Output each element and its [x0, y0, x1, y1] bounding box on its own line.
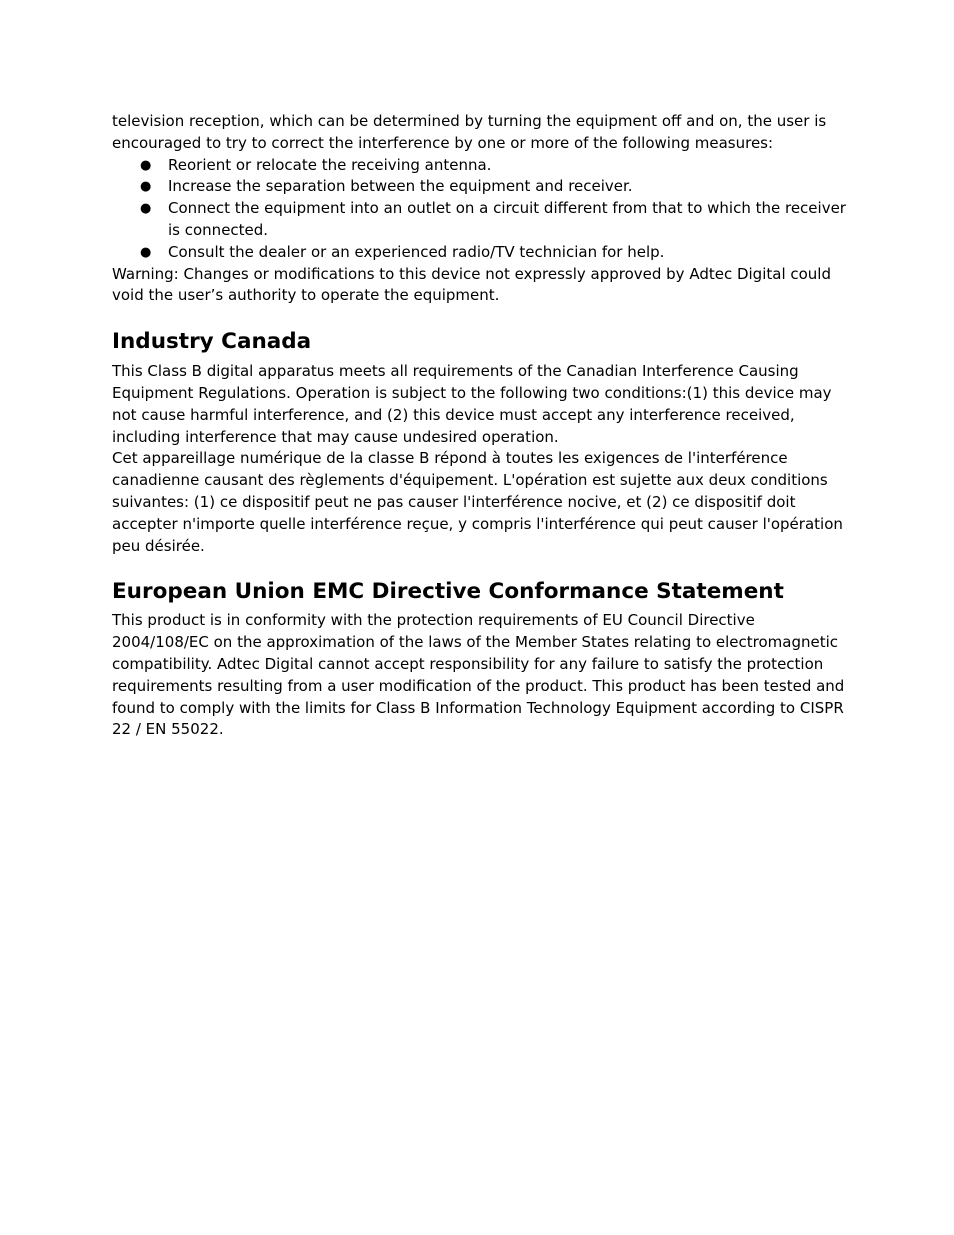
bullet-icon: ● — [140, 201, 152, 217]
fcc-intro-paragraph: television reception, which can be determined by turning the equipment off and on, the user is encouraged to try to correct the interference by one or more of the following measures: — [112, 112, 827, 152]
list-item-text: Reorient or relocate the receiving antenna. — [168, 155, 492, 174]
list-item — [140, 176, 847, 198]
list-item-text: Consult the dealer or an experienced radio/TV technician for help. — [168, 242, 665, 261]
list-item — [140, 198, 847, 242]
bullet-icon: ● — [140, 244, 152, 260]
list-item-text: Connect the equipment into an outlet on a circuit different from that to which the receiver is connected. — [168, 199, 846, 239]
interference-measures-list — [112, 155, 847, 264]
bullet-icon: ● — [140, 157, 152, 173]
bullet-icon: ● — [140, 179, 152, 195]
industry-canada-english-paragraph: This Class B digital apparatus meets all requirements of the Canadian Interference Causing Equipment Regulations. Operation is subject to the following two conditions:(1) this device may not cause harmful interference, and (2) this device must accept any interference received, including interference that may cause undesired operation. — [112, 362, 832, 446]
industry-canada-french-paragraph: Cet appareillage numérique de la classe B répond à toutes les exigences de l'interférence canadienne causant des règlements d'équipement. L'opération est sujette aux deux conditions suivantes: (1) ce dispositif peut ne pas causer l'interférence nocive, et (2) ce dispositif doit accepter n'importe quelle interférence reçue, y compris l'interférence qui peut causer l'opération peu désirée. — [112, 449, 843, 555]
list-item — [140, 155, 847, 177]
document-page — [112, 111, 847, 741]
fcc-warning-paragraph: Warning: Changes or modifications to this device not expressly approved by Adtec Digital could void the user’s authority to operate the equipment. — [112, 264, 831, 305]
industry-canada-heading: Industry Canada — [112, 329, 312, 355]
eu-emc-paragraph: This product is in conformity with the protection requirements of EU Council Directive 2004/108/EC on the approximation of the laws of the Member States relating to electromagnetic compatibility. Adtec Digital cannot accept responsibility for any failure to satisfy the protection requirements resulting from a user modification of the product. This product has been tested and found to comply with the limits for Class B Information Technology Equipment according to CISPR 22 / EN 55022. — [112, 611, 845, 739]
eu-emc-heading: European Union EMC Directive Conformance Statement — [112, 579, 784, 605]
list-item-text: Increase the separation between the equipment and receiver. — [168, 177, 633, 196]
list-item — [140, 242, 847, 264]
